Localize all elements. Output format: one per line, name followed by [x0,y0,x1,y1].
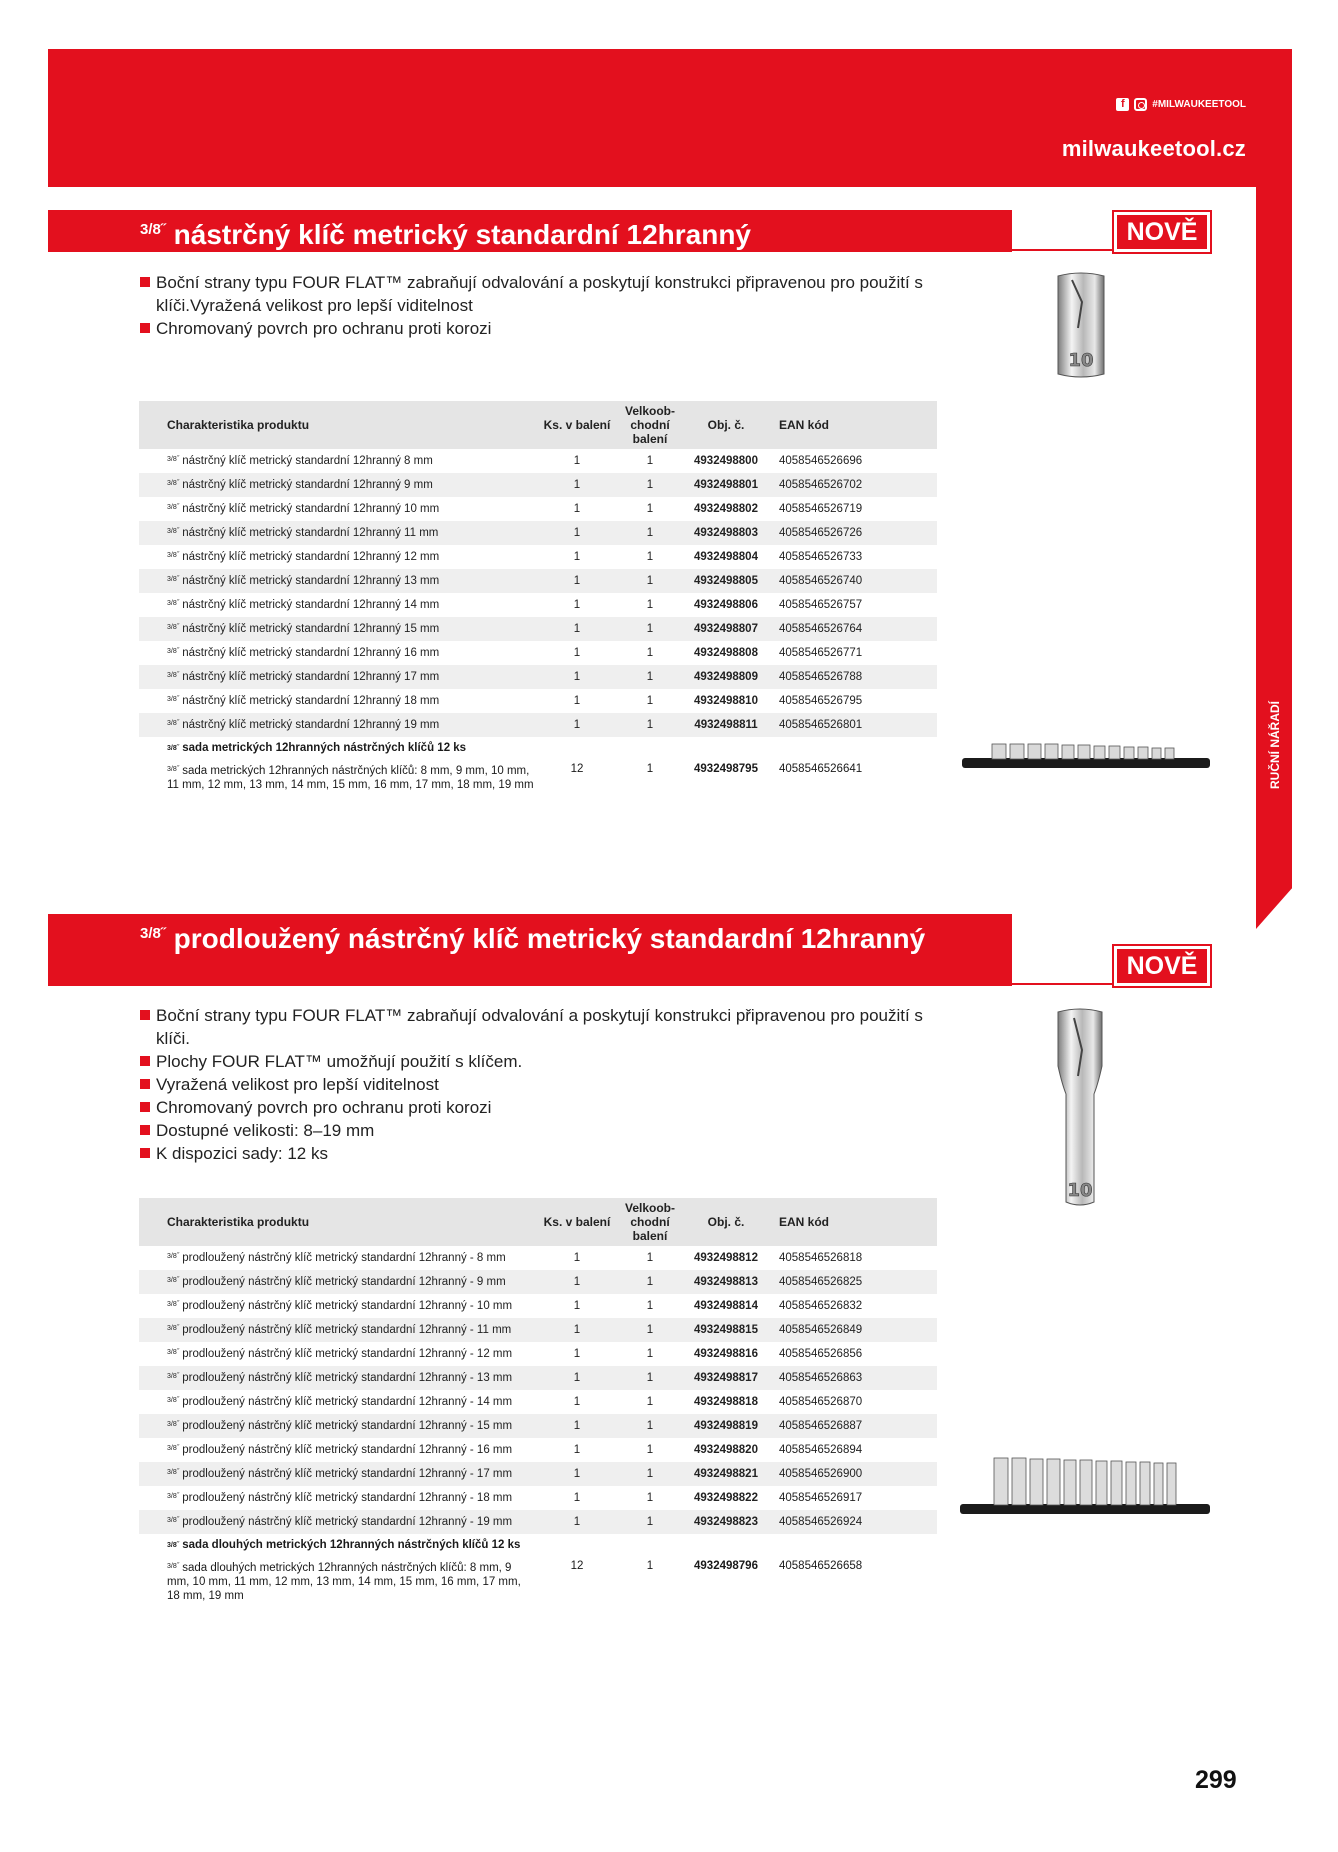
section1-title-rule [1012,249,1112,251]
section2-features [140,1004,930,1165]
site-url[interactable]: milwaukeetool.cz [1061,136,1246,161]
col-qty: Ks. v balení [543,418,611,432]
feature-item: Chromovaný povrch pro ochranu proti korozi [140,317,930,340]
table-header [139,401,937,449]
table-row: $^{3/8˝}$ nástrčný klíč metrický standardní 12hranný 14 mm 1 1 4932498806 4058546526757 [167,599,863,611]
table-row: $^{3/8˝}$ prodloužený nástrčný klíč metrický standardní 12hranný - 10 mm 1 1 4932498814 4058546526832 [167,1300,863,1312]
long-socket-image [1050,1006,1110,1212]
socket-image [1052,270,1110,382]
col-bulk: Velkoob- chodní balení [624,404,675,446]
col-product: Charakteristika produktu [167,418,310,432]
socket-size-label: 10 [1067,1180,1093,1201]
long-socket-set-rail-image [958,1448,1212,1520]
table-body [139,449,937,737]
table-row: $^{3/8˝}$ prodloužený nástrčný klíč metrický standardní 12hranný - 14 mm 1 1 4932498818 4058546526870 [167,1396,863,1408]
table-header [139,1198,937,1246]
table-row: $^{3/8˝}$ prodloužený nástrčný klíč metrický standardní 12hranný - 8 mm 1 1 4932498812 4058546526818 [167,1252,863,1264]
socket-set-rail-image [960,736,1212,776]
page-number: 299 [1195,1766,1237,1794]
table-body [139,1246,937,1534]
table-row: $^{3/8˝}$ prodloužený nástrčný klíč metrický standardní 12hranný - 17 mm 1 1 4932498821 4058546526900 [139,1462,937,1486]
header-band [48,49,1292,187]
col-order: Obj. č. [707,1215,745,1229]
table-row: $^{3/8˝}$ prodloužený nástrčný klíč metrický standardní 12hranný - 13 mm 1 1 4932498817 4058546526863 [139,1366,937,1390]
feature-item: Boční strany typu FOUR FLAT™ zabraňují odvalování a poskytují konstrukci připravenou pro použití s klíči.Vyražená velikost pro lepší viditelnost [140,271,930,317]
table-row: $^{3/8˝}$ prodloužený nástrčný klíč metrický standardní 12hranný - 11 mm 1 1 4932498815 4058546526849 [139,1318,937,1342]
col-ean: EAN kód [779,1215,830,1229]
feature-item: Dostupné velikosti: 8–19 mm [140,1119,930,1142]
section2-title: $^{3/8˝}$ prodloužený nástrčný klíč metrický standardní 12hranný [48,914,1012,986]
table-row: $^{3/8˝}$ nástrčný klíč metrický standardní 12hranný 18 mm 1 1 4932498810 4058546526795 [167,695,863,707]
table-row: $^{3/8˝}$ prodloužený nástrčný klíč metrický standardní 12hranný - 15 mm 1 1 4932498819 4058546526887 [139,1414,937,1438]
feature-item: Vyražená velikost pro lepší viditelnost [140,1073,930,1096]
section2-title-rule [1012,983,1112,985]
social-hashtag: #MILWAUKEETOOL [1152,99,1246,110]
table-row: $^{3/8˝}$ nástrčný klíč metrický standardní 12hranný 19 mm 1 1 4932498811 4058546526801 [139,713,937,737]
table-row: $^{3/8˝}$ nástrčný klíč metrický standardní 12hranný 11 mm 1 1 4932498803 4058546526726 [139,521,937,545]
col-product: Charakteristika produktu [167,1215,310,1229]
table-row: $^{3/8˝}$ nástrčný klíč metrický standardní 12hranný 8 mm 1 1 4932498800 4058546526696 [167,455,863,467]
table-row: $^{3/8˝}$ prodloužený nástrčný klíč metrický standardní 12hranný - 12 mm 1 1 4932498816 4058546526856 [167,1348,863,1360]
section1-table [139,401,937,792]
section1-new-badge: NOVĚ [1114,212,1210,252]
set-title: 3/8˝ sada dlouhých metrických 12hranných nástrčných klíčů 12 ks [167,1539,521,1551]
section1-title: $^{3/8˝}$ nástrčný klíč metrický standardní 12hranný [48,210,1012,252]
table-row: $^{3/8˝}$ nástrčný klíč metrický standardní 12hranný 9 mm 1 1 4932498801 4058546526702 [139,473,937,497]
set-title: 3/8˝ sada metrických 12hranných nástrčných klíčů 12 ks [167,742,467,754]
table-row: $^{3/8˝}$ nástrčný klíč metrický standardní 12hranný 13 mm 1 1 4932498805 4058546526740 [139,569,937,593]
table-row: $^{3/8˝}$ prodloužený nástrčný klíč metrický standardní 12hranný - 19 mm 1 1 4932498823 4058546526924 [139,1510,937,1534]
col-qty: Ks. v balení [543,1215,611,1229]
section1-features [140,271,930,340]
table-row: $^{3/8˝}$ nástrčný klíč metrický standardní 12hranný 16 mm 1 1 4932498808 4058546526771 [167,647,863,659]
col-ean: EAN kód [779,418,830,432]
section2-new-badge: NOVĚ [1114,946,1210,986]
table-row: $^{3/8˝}$ nástrčný klíč metrický standardní 12hranný 12 mm 1 1 4932498804 4058546526733 [167,551,863,563]
side-strip [1256,187,1292,929]
social-bar [1116,98,1246,111]
section2-table [139,1198,937,1603]
facebook-icon[interactable]: f [1116,98,1129,111]
col-bulk: Velkoob- chodní balení [624,1201,675,1243]
instagram-icon[interactable] [1134,98,1147,111]
set-row: $^{3/8˝}$ sada metrických 12hranných nástrčných klíčů: 8 mm, 9 mm, 10 mm, 11 mm, 12 mm, 13 mm, 14 mm, 15 mm, 16 mm, 17 mm, 18 mm, 19 mm 12 1 4932498795 4058546526641 [167,763,863,791]
table-row: $^{3/8˝}$ nástrčný klíč metrický standardní 12hranný 10 mm 1 1 4932498802 4058546526719 [167,503,863,515]
side-category-label: RUČNÍ NÁŘADÍ [1268,701,1282,789]
table-row: $^{3/8˝}$ nástrčný klíč metrický standardní 12hranný 15 mm 1 1 4932498807 4058546526764 [139,617,937,641]
feature-item: K dispozici sady: 12 ks [140,1142,930,1165]
table-row: $^{3/8˝}$ prodloužený nástrčný klíč metrický standardní 12hranný - 18 mm 1 1 4932498822 4058546526917 [167,1492,863,1504]
table-row: $^{3/8˝}$ prodloužený nástrčný klíč metrický standardní 12hranný - 9 mm 1 1 4932498813 4058546526825 [139,1270,937,1294]
feature-item: Boční strany typu FOUR FLAT™ zabraňují odvalování a poskytují konstrukci připravenou pro použití s klíči. [140,1004,930,1050]
table-row: $^{3/8˝}$ prodloužený nástrčný klíč metrický standardní 12hranný - 16 mm 1 1 4932498820 4058546526894 [167,1444,863,1456]
table-row: $^{3/8˝}$ nástrčný klíč metrický standardní 12hranný 17 mm 1 1 4932498809 4058546526788 [139,665,937,689]
col-order: Obj. č. [707,418,745,432]
feature-item: Plochy FOUR FLAT™ umožňují použití s klíčem. [140,1050,930,1073]
socket-size-label: 10 [1068,350,1094,371]
feature-item: Chromovaný povrch pro ochranu proti korozi [140,1096,930,1119]
set-row: $^{3/8˝}$ sada dlouhých metrických 12hranných nástrčných klíčů: 8 mm, 9 mm, 10 mm, 11 mm, 12 mm, 13 mm, 14 mm, 15 mm, 16 mm, 17 mm, 18 mm, 19 mm 12 1 4932498796 4058546526658 [167,1560,863,1602]
